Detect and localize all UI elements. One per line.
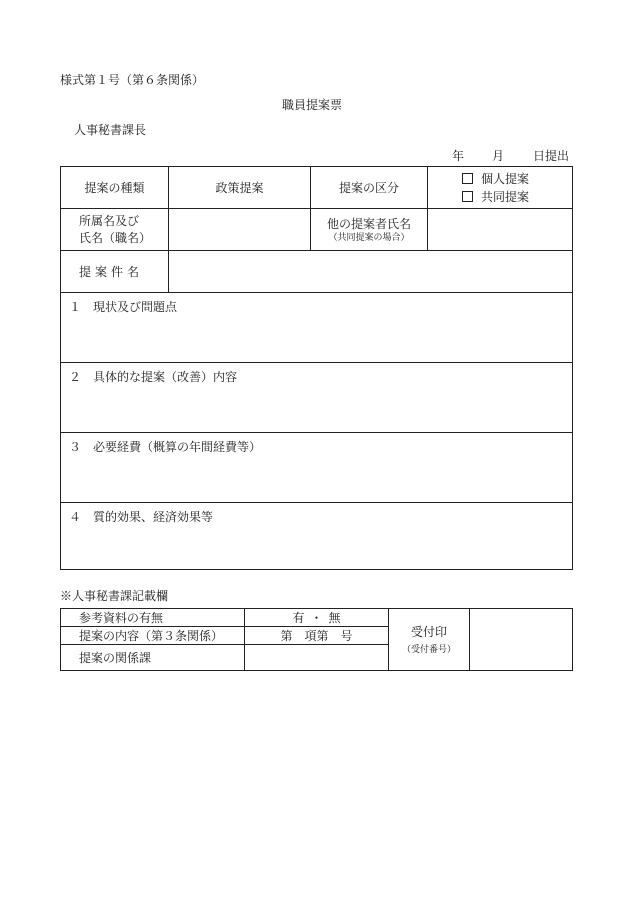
office-use-table (60, 608, 573, 671)
category-options (428, 167, 573, 209)
checkbox-icon[interactable] (462, 191, 473, 202)
proposal-table (60, 166, 573, 570)
subject-field[interactable] (169, 251, 573, 293)
section-effects[interactable]: ４ 質的効果、経済効果等 (61, 503, 573, 570)
date-day-submitted: 日提出 (533, 149, 570, 163)
stamp-label-cell: 受付印 （受付番号） (389, 609, 470, 671)
affiliation-label: 所属名及び 氏名（職名） (61, 209, 169, 251)
other-proposers-label: 他の提案者氏名 （共同提案の場合） (311, 209, 428, 251)
affiliation-field[interactable] (169, 209, 311, 251)
type-label: 提案の種類 (61, 167, 169, 209)
category-label: 提案の区分 (311, 167, 428, 209)
other-proposers-field[interactable] (428, 209, 573, 251)
related-department-label: 提案の関係課 (61, 645, 245, 671)
proposal-article-label: 提案の内容（第３条関係） (61, 627, 245, 645)
option-joint[interactable]: 共同提案 (428, 188, 572, 206)
related-department-field[interactable] (245, 645, 389, 671)
checkbox-icon[interactable] (462, 173, 473, 184)
option-individual[interactable]: 個人提案 (428, 170, 572, 188)
section-current-issues[interactable]: １ 現状及び問題点 (61, 293, 573, 363)
section-row (61, 293, 573, 363)
section-row (61, 363, 573, 433)
row-affiliation (61, 209, 573, 251)
row-reference-material (61, 609, 573, 627)
office-use-heading: ※人事秘書課記載欄 (60, 589, 169, 603)
stamp-field[interactable] (470, 609, 573, 671)
subject-label: 提案件名 (61, 251, 169, 293)
date-month: 月 (492, 149, 505, 163)
page-title: 職員提案票 (282, 98, 343, 112)
section-row (61, 503, 573, 570)
date-year: 年 (452, 149, 465, 163)
form-number: 様式第１号（第６条関係） (60, 73, 205, 87)
type-value: 政策提案 (169, 167, 311, 209)
reference-material-choice[interactable]: 有 ・ 無 (245, 609, 389, 627)
reference-material-label: 参考資料の有無 (61, 609, 245, 627)
row-type (61, 167, 573, 209)
addressee: 人事秘書課長 (74, 123, 147, 137)
section-required-cost[interactable]: ３ 必要経費（概算の年間経費等） (61, 433, 573, 503)
section-proposal-content[interactable]: ２ 具体的な提案（改善）内容 (61, 363, 573, 433)
section-row (61, 433, 573, 503)
row-subject (61, 251, 573, 293)
proposal-article-field[interactable]: 第 項第 号 (245, 627, 389, 645)
